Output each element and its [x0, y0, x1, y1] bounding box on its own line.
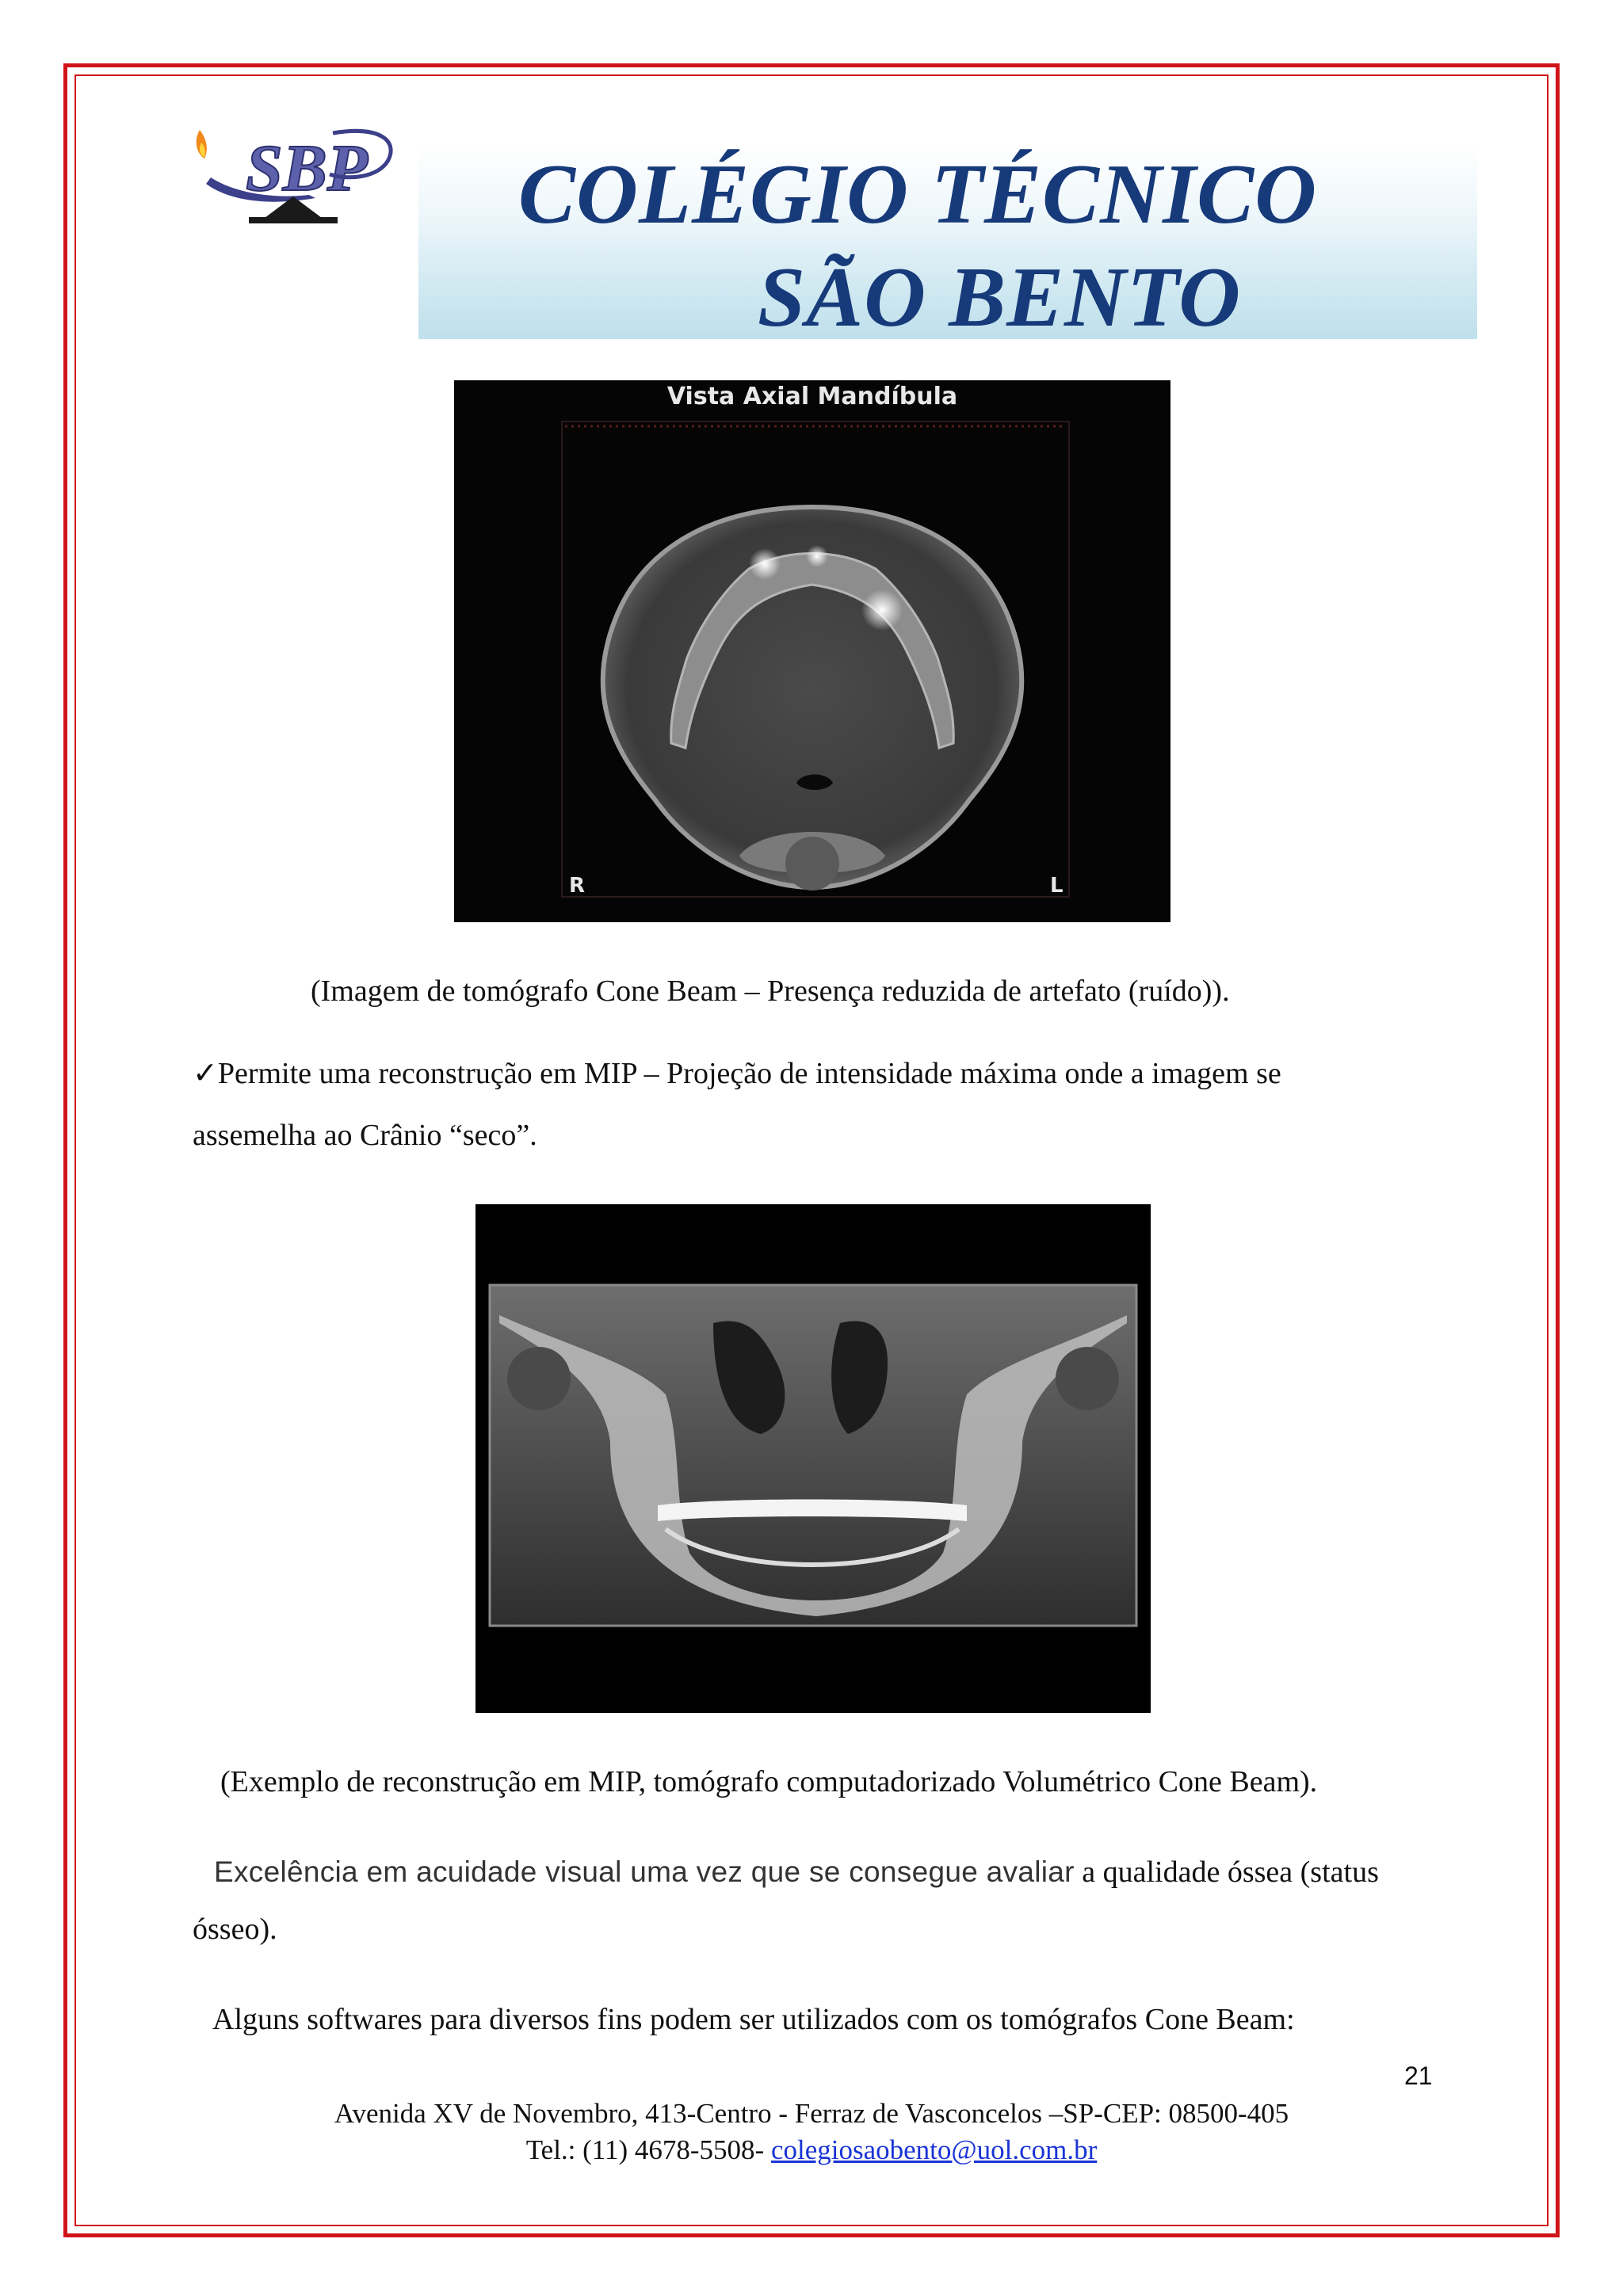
- svg-text:SBP: SBP: [246, 132, 369, 205]
- paragraph2-rest: a qualidade óssea (status: [1074, 1855, 1379, 1889]
- footer-phone: Tel.: (11) 4678-5508-: [525, 2134, 771, 2165]
- right-side-marker: R: [569, 874, 586, 898]
- footer-email-link[interactable]: colegiosaobento@uol.com.br: [770, 2134, 1098, 2165]
- figure1-caption: (Imagem de tomógrafo Cone Beam – Presença reduzida de artefato (ruído)).: [311, 974, 1230, 1008]
- figure2-caption: (Exemplo de reconstrução em MIP, tomógrafo computadorizado Volumétrico Cone Beam).: [220, 1765, 1318, 1798]
- paragraph2-line1: [214, 1854, 1379, 1892]
- school-logo: [190, 101, 404, 228]
- paragraph2-line2: ósseo).: [193, 1913, 277, 1946]
- school-title-line2: SÃO BENTO: [758, 250, 1242, 345]
- left-side-marker: L: [1050, 874, 1064, 898]
- footer-contact: [0, 2134, 1623, 2166]
- mip-reconstruction-image: [475, 1204, 1151, 1713]
- paragraph1-line2: assemelha ao Crânio “seco”.: [193, 1119, 537, 1152]
- axial-mandible-ct-image: [454, 380, 1170, 922]
- paragraph2-lead: Excelência em acuidade visual uma vez que se consegue avaliar: [214, 1855, 1075, 1888]
- school-title-line1: COLÉGIO TÉCNICO: [518, 147, 1318, 242]
- page-number: 21: [1404, 2061, 1433, 2090]
- paragraph3: Alguns softwares para diversos fins podem ser utilizados com os tomógrafos Cone Beam:: [212, 2003, 1295, 2036]
- footer-address: Avenida XV de Novembro, 413-Centro - Ferraz de Vasconcelos –SP-CEP: 08500-405: [334, 2098, 1289, 2129]
- axial-image-label: Vista Axial Mandíbula: [666, 383, 958, 410]
- paragraph1-line1: ✓Permite uma reconstrução em MIP – Projeção de intensidade máxima onde a imagem se: [193, 1057, 1281, 1090]
